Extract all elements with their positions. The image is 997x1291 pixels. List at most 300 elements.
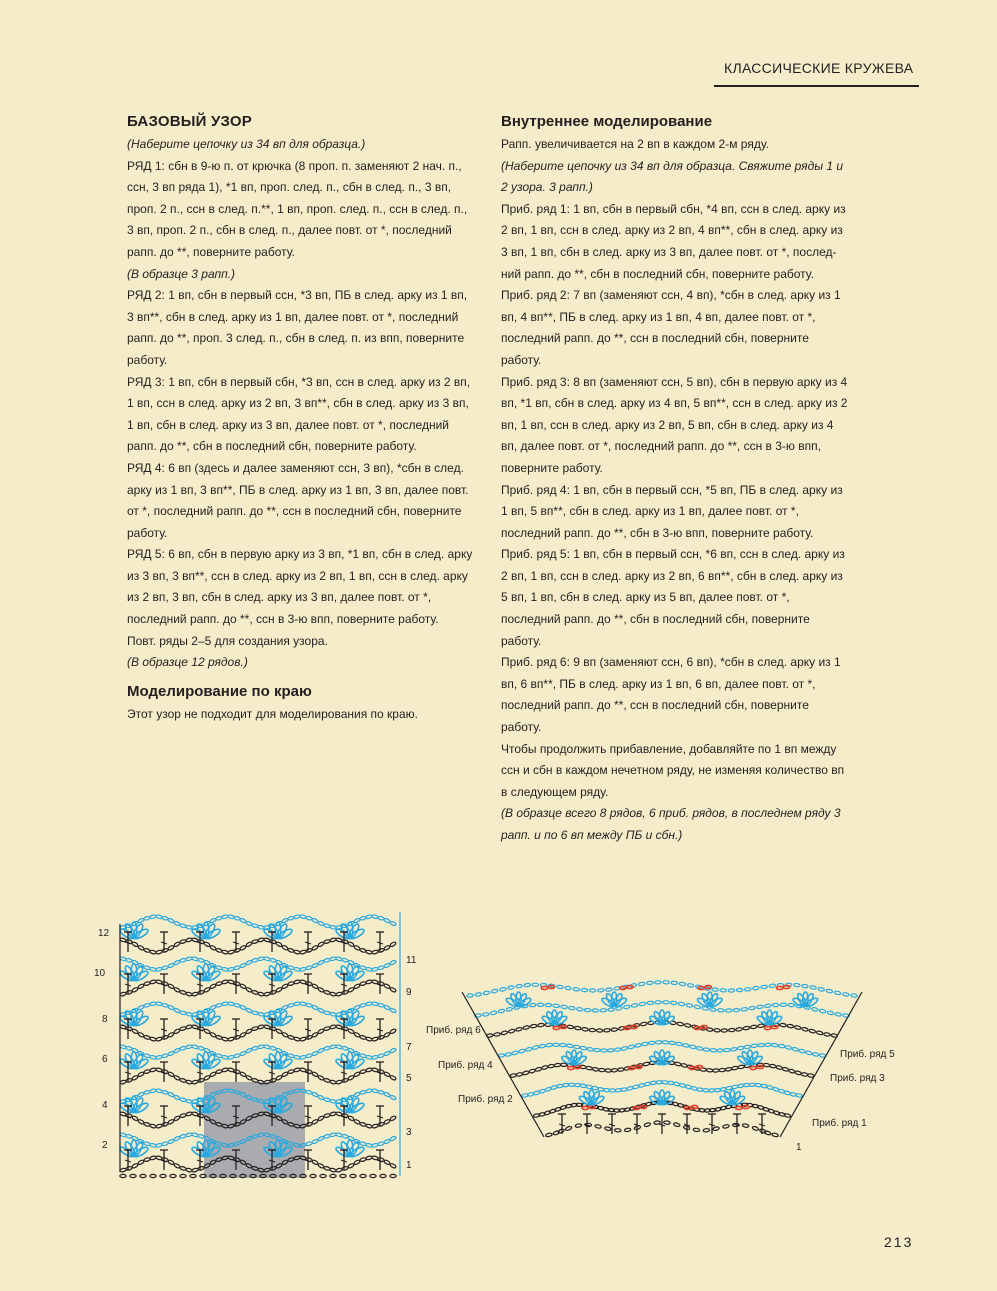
chain-stitch [679,982,686,986]
chain-stitch [587,1047,594,1051]
base-pattern-instructions [127,134,477,674]
chain-stitch [842,992,849,996]
chain-stitch [623,1005,630,1009]
chain-stitch [606,988,613,992]
row-label: 8 [102,1014,108,1025]
chain-stitch [750,1025,757,1029]
inc-row-label: Приб. ряд 1 [812,1118,867,1129]
chain-stitch [614,1128,621,1132]
chain-stitch [780,1003,787,1006]
inc-row-label: Приб. ряд 3 [830,1073,885,1084]
chain-stitch [389,1048,396,1054]
left-paragraph: (В образце 12 рядов.) [127,655,248,670]
foundation-chain [150,1174,156,1177]
chain-stitch [581,988,588,992]
chain-stitch [792,1047,799,1052]
increase-chain [582,1106,588,1109]
chain-stitch [764,1004,771,1008]
edge-shaping-text: Этот узор не подходит для моделирования по краю. [127,706,418,721]
foundation-chain [350,1174,356,1177]
chain-stitch [525,1047,532,1052]
chain-stitch [499,987,506,992]
chain-stitch [682,1043,689,1047]
internal-shaping-title: Внутреннее моделирование [501,113,713,130]
chain-stitch [389,1008,396,1014]
chain-stitch [703,1128,710,1132]
increase-chain [750,1066,756,1069]
chain-stitch [758,1043,765,1046]
chain-stitch [719,1068,726,1072]
chain-stitch [582,1027,589,1031]
chain-stitch [655,1040,662,1044]
chain-stitch [646,981,653,985]
chain-stitch [498,1009,505,1014]
chain-stitch [599,1068,606,1072]
chain-stitch [713,1126,720,1131]
chain-stitch [601,1049,608,1053]
chain-stitch [736,1027,743,1031]
chain-stitch [744,1045,751,1049]
chain-stitch [545,1133,552,1137]
chain-stitch [757,1005,764,1009]
chain-stitch [819,1009,826,1014]
increase-chain [568,1066,574,1069]
right-column [501,112,851,847]
chain-stitch [787,1024,794,1028]
foundation-chain [140,1174,146,1177]
page-number: 213 [884,1234,914,1250]
edge-shaping-title: Моделирование по краю [127,682,312,700]
right-paragraph: Приб. ряд 6: 9 вп (заменяют ссн, 6 вп), *сбн в след. арку из 1 вп, 6 вп**, ПБ в след. арку из 1 вп, 6 вп, далее повт. от *, последний рапп. до **, ссн в последний сбн, поверните работу. [501,655,841,735]
chain-stitch [539,1044,546,1048]
chain-stitch [671,981,678,985]
fan-chart-symbols [462,980,862,1137]
chain-stitch [621,1046,628,1051]
chain-stitch [597,988,604,992]
chain-stitch [389,960,396,966]
row-label: 1 [406,1160,412,1171]
chain-stitch [677,1022,684,1026]
chain-stitch [568,1006,575,1010]
base-pattern-title: БАЗОВЫЙ УЗОР [127,113,252,130]
chain-stitch [566,1044,573,1048]
chain-stitch [686,1003,693,1007]
chain-stitch [506,1007,513,1012]
chain-stitch [605,1069,612,1073]
repeat-shading [204,1082,305,1178]
chain-stitch [742,1123,749,1127]
chain-stitch [589,1028,596,1032]
chain-stitch [482,1012,489,1016]
inc-row-label: Приб. ряд 6 [426,1025,481,1036]
inc-row-label: Приб. ряд 4 [438,1060,493,1071]
left-paragraph: (Наберите цепочку из 34 вп для образца.) [127,137,366,151]
chain-stitch [663,980,670,984]
chain-stitch [771,1043,778,1047]
chain-stitch [678,1002,685,1006]
chain-stitch [558,1128,565,1133]
chain-stitch [516,984,523,988]
chain-stitch [383,983,390,989]
row-label: 5 [406,1073,412,1084]
chain-stitch [794,1025,801,1030]
increase-chain [776,986,782,989]
chain-stitch [721,1029,728,1033]
chain-stitch [592,1009,599,1013]
right-paragraph: Рапп. увеличивается на 2 вп в каждом 2-м ряду. [501,137,769,151]
chain-stitch [592,1067,599,1071]
chain-stitch [662,1040,669,1044]
chain-stitch [725,1067,732,1071]
chain-stitch [655,980,662,984]
chain-stitch [532,1045,539,1050]
chain-stitch [693,1128,700,1132]
chain-stitch [703,1048,710,1052]
right-paragraph: Приб. ряд 1: 1 вп, сбн в первый сбн, *4 вп, ссн в след. арку из 2 вп, 1 вп, ссн в след. арку из 2 вп, 4 вп**, сбн в след. арку из 3 вп, 1 вп, сбн в след. арку из 3 вп, далее повт. от *, послед-ний рапп. до **, сбн в последний сбн, поверните работу. [501,201,846,281]
chain-stitch [802,984,809,988]
chain-stitch [696,1046,703,1051]
chain-stitch [389,1115,396,1121]
chain-stitch [710,1048,717,1052]
chain-stitch [561,1005,568,1009]
chain-stitch [584,1008,591,1012]
chain-stitch [741,1007,748,1011]
chain-stitch [751,1044,758,1048]
chain-stitch [835,1012,842,1016]
chain-stitch [694,1005,701,1009]
chain-stitch [516,1072,523,1076]
chain-stitch [624,1128,631,1132]
chain-stitch [608,1008,615,1012]
chain-stitch [673,1122,680,1127]
chain-stitch [674,1062,681,1067]
chain-stitch [736,988,743,992]
left-paragraph: Повт. ряды 2–5 для создания узора. [127,633,328,648]
increase-chain [736,1106,742,1109]
chain-stitch [816,1031,823,1036]
chain-stitch [545,1003,552,1006]
right-paragraph: (Наберите цепочку из 34 вп для образца. Свяжите ряды 1 и 2 узора. 3 рапп.) [501,158,844,195]
chain-stitch [595,1124,602,1129]
chain-stitch [639,1002,646,1006]
chain-stitch [802,1027,809,1032]
increase-chain [541,986,547,989]
chain-stitch [538,1023,545,1027]
fan-edge [780,992,862,1137]
chain-stitch [389,1028,396,1034]
chain-stitch [753,986,760,990]
foundation-chain [390,1174,396,1177]
chain-stitch [617,1068,624,1072]
chain-stitch [655,1000,662,1004]
chain-stitch [834,991,841,996]
chain-stitch [710,1008,717,1012]
chain-stitch [573,1045,580,1049]
chain-stitch [712,988,719,992]
chain-stitch [687,983,694,987]
chain-stitch [681,1063,688,1068]
chain-stitch [728,1028,735,1032]
chain-stitch [827,1011,834,1016]
chain-stitch [560,1043,567,1046]
chain-stitch [738,1065,745,1069]
chain-stitch [647,1001,654,1005]
chain-stitch [812,1052,819,1056]
chain-stitch [769,984,776,988]
chain-stitch [594,1048,601,1052]
chain-stitch [722,1124,729,1129]
row-label: 6 [102,1054,108,1065]
chain-stitch [676,1042,683,1046]
right-paragraph: Приб. ряд 5: 1 вп, сбн в первый ссн, *6 вп, ссн в след. арку из 2 вп, 1 вп, ссн в след. арку из 2 вп, 6 вп**, сбн в след. арку из 5 вп, 1 вп, сбн в след. арку из 5 вп, далее повт. от *, последний рапп. до **, сбн в последний сбн, поверните работу. [501,547,845,648]
chain-stitch [614,1048,621,1052]
chain-stitch [782,1067,789,1072]
foundation-chain [160,1174,166,1177]
chain-stitch [769,1064,776,1068]
chain-stitch [799,1049,806,1054]
chain-stitch [389,921,396,927]
chain-stitch [557,985,564,989]
chain-stitch [801,1072,808,1076]
foundation-chain [130,1174,136,1177]
chain-stitch [788,1069,795,1074]
chain-stitch [604,1028,611,1032]
row-label: 4 [102,1100,108,1111]
chain-stitch [730,1047,737,1051]
chain-stitch [518,1049,525,1054]
inc-row-label: 1 [796,1142,802,1153]
chain-stitch [824,1032,831,1036]
chain-stitch [565,1126,572,1131]
chain-stitch [648,1041,655,1045]
chain-stitch [811,1007,818,1012]
right-paragraph: Приб. ряд 3: 8 вп (заменяют ссн, 5 вп), сбн в первую арку из 4 вп, *1 вп, сбн в след. арку из 4 вп, 5 вп**, ссн в след. арку из 2 вп, 1 вп, ссн в след. арку из 2 вп, 5 вп, сбн в след. арку из 4 вп, далее повт. от *, последний рапп. до **, ссн в 3-ю впп, поверните работу. [501,374,848,475]
chain-stitch [644,1122,651,1127]
increase-chain [553,1026,559,1029]
row-label: 7 [406,1042,412,1053]
chain-stitch [785,1045,792,1050]
left-paragraph: РЯД 3: 1 вп, сбн в первый сбн, *3 вп, ссн в след. арку из 2 вп, 1 вп, ссн в след. арку из 2 вп, 3 вп**, сбн в след. арку из 3 вп, 1 вп, сбн в след. арку из 3 вп, далее повт. от *, последний рапп. до **, сбн в последний сбн, поверните работу. [127,374,471,454]
chain-stitch [717,1008,724,1012]
chain-stitch [725,1009,732,1013]
inc-row-label: Приб. ряд 5 [840,1049,895,1060]
chain-stitch [714,1028,721,1032]
chain-stitch [706,1068,713,1072]
chain-stitch [810,985,817,990]
chain-stitch [717,1049,724,1053]
chain-stitch [494,1032,501,1036]
chain-stitch [524,983,531,987]
chain-stitch [720,988,727,992]
chain-stitch [596,1029,603,1033]
chain-stitch [589,989,596,993]
row-label: 2 [102,1140,108,1151]
chain-stitch [728,989,735,993]
chain-stitch [600,1008,607,1012]
chain-stitch [641,1042,648,1046]
chain-stitch [565,986,572,990]
chain-stitch [793,983,800,987]
chain-stitch [744,987,751,991]
foundation-chain [170,1174,176,1177]
chain-stitch [851,994,858,998]
chain-stitch [529,1003,536,1007]
foundation-chain [120,1174,126,1177]
chain-stitch [780,1023,787,1027]
chain-stitch [628,1045,635,1050]
chain-stitch [546,1043,553,1047]
chain-stitch [567,1025,574,1029]
chain-stitch [501,1031,508,1036]
chain-stitch [576,1007,583,1011]
right-paragraph: Приб. ряд 2: 7 вп (заменяют ссн, 4 вп), *сбн в след. арку из 1 вп, 4 вп**, ПБ в след. арку из 1 вп, 4 вп, далее повт. от *, последний рапп. до **, ссн в последний сбн, поверните работу. [501,288,841,367]
foundation-chain [180,1174,186,1177]
chain-stitch [670,1001,677,1005]
chain-stitch [663,1000,670,1004]
chain-stitch [586,1066,593,1070]
left-column [127,112,477,725]
increase-chain [771,1025,777,1028]
chain-stitch [776,1065,783,1070]
foundation-chain [310,1174,316,1177]
chain-stitch [643,1062,650,1067]
chain-stitch [611,1028,618,1032]
chain-stitch [574,1026,581,1030]
chain-stitch [483,991,490,996]
chain-stitch [733,1008,740,1012]
right-paragraph: (В образце всего 8 рядов, 6 приб. рядов, в последнем ряду 3 рапп. и по 6 вп между ПБ и сбн.) [501,806,841,842]
chain-stitch [512,1051,519,1056]
internal-shaping-chart [420,972,920,1164]
left-paragraph: РЯД 1: сбн в 9-ю п. от крючка (8 проп. п. заменяют 2 нач. п., ссн, 3 вп ряда 1), *1 вп, проп. след. п., сбн в след. п., 3 вп, проп. 2 п., ссн в след. п.**, 1 вп, проп. след. п., ссн в след. п., 3 вп, проп. 2 п., сбн в след. п., далее повт. от *, последний рапп. до **, поверните работу. [127,158,468,259]
chain-stitch [389,1095,396,1101]
chain-stitch [604,1126,611,1131]
chain-stitch [347,941,354,947]
chain-stitch [684,1023,691,1027]
chain-stitch [537,1003,544,1006]
right-paragraph: Приб. ряд 4: 1 вп, сбн в первый ссн, *5 вп, ПБ в след. арку из 1 вп, 5 вп**, сбн в след. арку из 1 вп, далее повт. от *, последний рапп. до **, сбн в 3-ю впп, поверните работу. [501,482,843,540]
chain-stitch [561,1063,568,1066]
foundation-chain [320,1174,326,1177]
chain-stitch [772,1133,779,1137]
chain-stitch [554,1063,561,1067]
left-paragraph: РЯД 5: 6 вп, сбн в первую арку из 3 вп, *1 вп, сбн в след. арку из 3 вп, 3 вп**, ссн в след. арку из 2 вп, 1 вп, ссн в след. арку из 2 вп, 3 вп, сбн в след. арку из 3 вп, далее повт. от *, последний рапп. до **, ссн в 3-ю впп, поверните работу. [127,547,473,627]
base-pattern-chart [92,904,422,1189]
chain-stitch [635,1043,642,1047]
chain-stitch [523,1025,530,1030]
row-label: 3 [406,1127,412,1138]
chain-stitch [467,994,474,998]
chain-stitch [529,1069,536,1074]
chain-stitch [737,1046,744,1050]
internal-shaping-instructions [501,134,851,847]
chain-stitch [516,1027,523,1032]
chain-stitch [731,1066,738,1070]
chain-stitch [809,1029,816,1034]
chain-stitch [631,1003,638,1007]
chain-stitch [638,982,645,986]
chain-stitch [389,1075,396,1081]
foundation-chain [190,1174,196,1177]
chain-stitch [389,1136,396,1142]
chain-stitch [553,1004,560,1008]
foundation-chain [380,1174,386,1177]
foundation-chain [340,1174,346,1177]
chain-stitch [743,1026,750,1030]
chain-stitch [664,1121,671,1125]
increase-chain [743,1105,749,1108]
chain-stitch [347,1028,354,1034]
increase-chain [764,1026,770,1029]
chain-stitch [795,1070,802,1075]
chain-stitch [749,1006,756,1010]
header-rule [714,85,919,87]
section-title: КЛАССИЧЕСКИЕ КРУЖЕВА [724,60,914,76]
chain-stitch [805,1051,812,1056]
chain-stitch [807,1073,814,1077]
chain-stitch [611,1068,618,1072]
left-paragraph: (В образце 3 рапп.) [127,266,236,281]
chain-stitch [788,1003,795,1007]
left-paragraph: РЯД 2: 1 вп, сбн в первый ссн, *3 вп, ПБ в след. арку из 1 вп, 3 вп**, сбн в след. арку из 1 вп, далее повт. от *, последний рапп. до **, проп. 3 след. п., сбн в след. п. из впп, поверните работу. [127,288,468,367]
foundation-chain [330,1174,336,1177]
chain-stitch [580,1046,587,1050]
chain-stitch [724,1048,731,1052]
chain-stitch [532,983,539,986]
right-paragraph: Чтобы продолжить прибавление, добавляйте по 1 вп между ссн и сбн в каждом нечетном ряду, не изменяя количество вп в следующем ряду. [501,741,845,799]
chain-stitch [535,1067,542,1072]
chain-stitch [607,1048,614,1052]
chain-stitch [389,1163,396,1169]
chain-stitch [490,1011,497,1016]
chain-stitch [669,1041,676,1045]
chain-stitch [475,992,482,996]
chain-stitch [689,1045,696,1050]
chain-stitch [575,1123,582,1127]
foundation-chain [370,1174,376,1177]
chain-stitch [713,1069,720,1073]
row-label: 10 [94,968,106,979]
chain-stitch [541,1065,548,1070]
chain-stitch [530,1024,537,1028]
chain-stitch [765,1043,772,1046]
chain-stitch [522,1070,529,1075]
chain-stitch [573,987,580,991]
chain-stitch [640,1022,647,1026]
foundation-chain [360,1174,366,1177]
chain-stitch [826,989,833,994]
row-label: 9 [406,987,412,998]
increase-chain [783,985,789,988]
chain-stitch [761,985,768,989]
inc-row-label: Приб. ряд 2 [458,1094,513,1105]
left-paragraph: РЯД 4: 6 вп (здесь и далее заменяют ссн, 3 вп), *сбн в след. арку из 1 вп, 3 вп**, ПБ в след. арку из 1 вп, 3 вп, далее повт. от *, последний рапп. до **, ссн в последний сбн, поверните работу. [127,460,469,540]
chain-stitch [389,941,396,947]
chain-stitch [764,1130,771,1135]
chain-stitch [548,1064,555,1068]
row-label: 11 [406,955,417,966]
chain-stitch [491,989,498,994]
row-label: 12 [98,928,110,939]
chain-stitch [389,987,396,993]
chain-stitch [505,1052,512,1056]
chain-stitch [778,1044,785,1048]
chain-stitch [507,985,514,990]
chain-stitch [508,1029,515,1034]
chain-stitch [553,1043,560,1046]
chain-stitch [752,1126,759,1131]
chain-stitch [818,987,825,992]
